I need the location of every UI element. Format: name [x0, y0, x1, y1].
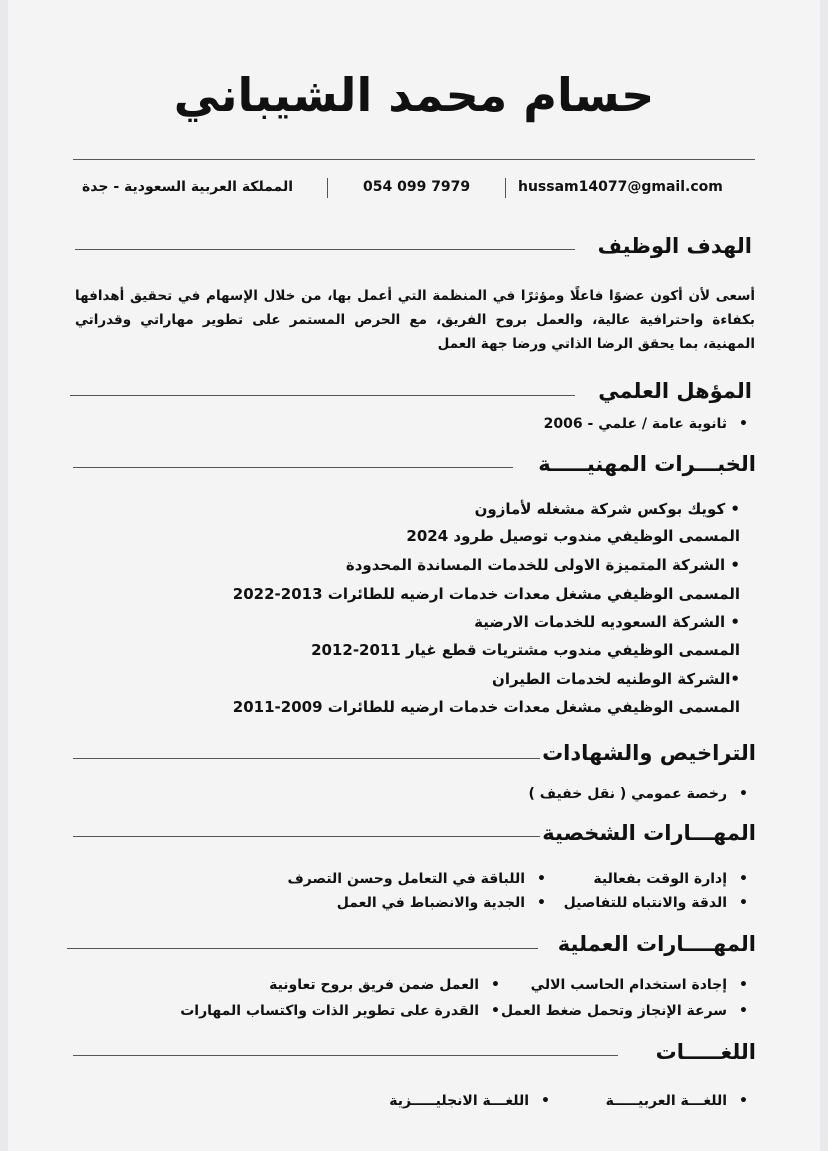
practical-skill-item: • القدرة على تطوير الذات واكتساب المهارات	[180, 1003, 500, 1019]
experience-line: • كويك بوكس شركة مشغله لأمازون	[474, 500, 740, 518]
personal-skill-item: • اللباقة في التعامل وحسن التصرف	[288, 871, 546, 887]
divider	[73, 159, 755, 160]
personal-skill-item: • الجدية والانضباط في العمل	[337, 895, 546, 911]
objective-text: أسعى لأن أكون عضوًا فاعلًا ومؤثرًا في المنظمة التي أعمل بها، من خلال الإسهام في تحقيق أهدافها بكفاءة واحترافية عالية، والعمل بروح الفريق، مع الحرص المستمر على تطوير مهاراتي وقدراتي المهنية، بما يحقق الرضا الذاتي ورضا جهة العمل	[75, 288, 755, 352]
experience-line: • الشركة السعوديه للخدمات الارضية	[474, 613, 740, 631]
experience-heading: الخبـــرات المهنيـــــة	[538, 452, 756, 476]
contact-email: hussam14077@gmail.com	[518, 179, 723, 195]
education-heading: المؤهل العلمي	[598, 379, 752, 403]
contact-separator	[505, 178, 506, 198]
divider	[73, 758, 540, 759]
language-item: • اللغـــة الانجليـــــزية	[389, 1093, 550, 1109]
education-item: • ثانوية عامة / علمي - 2006	[544, 416, 748, 432]
divider	[75, 249, 575, 250]
candidate-name: حسام محمد الشيباني	[173, 68, 655, 122]
personal-skill-item: • الدقة والانتباه للتفاصيل	[564, 895, 748, 911]
personal-skills-heading: المهـــارات الشخصية	[542, 821, 756, 845]
personal-skill-item: • إدارة الوقت بفعالية	[593, 871, 748, 887]
divider	[73, 1055, 618, 1056]
language-item: • اللغـــة العربيـــــة	[606, 1093, 748, 1109]
divider	[67, 948, 538, 949]
experience-line: المسمى الوظيفي مشغل معدات خدمات ارضيه للطائرات 2013-2022	[232, 585, 740, 603]
contact-separator	[327, 178, 328, 198]
objective-heading: الهدف الوظيف	[597, 234, 752, 258]
divider	[73, 836, 540, 837]
experience-line: • الشركة المتميزة الاولى للخدمات المساندة المحدودة	[345, 556, 740, 574]
license-item: • رخصة عمومي ( نقل خفيف )	[529, 786, 749, 802]
licenses-heading: التراخيص والشهادات	[542, 741, 756, 765]
contact-address: المملكة العربية السعودية - جدة	[82, 179, 293, 195]
contact-phone: 054 099 7979	[363, 179, 471, 195]
experience-line: المسمى الوظيفي مندوب مشتريات قطع غيار 2011-2012	[311, 641, 740, 659]
practical-skills-heading: المهــــارات العملية	[557, 932, 756, 956]
experience-line: •الشركة الوطنيه لخدمات الطيران	[492, 670, 740, 688]
languages-heading: اللغـــــات	[655, 1040, 756, 1064]
divider	[70, 395, 575, 396]
practical-skill-item: • إجادة استخدام الحاسب الالي	[531, 977, 748, 993]
practical-skill-item: • العمل ضمن فريق بروح تعاونية	[269, 977, 500, 993]
practical-skill-item: • سرعة الإنجاز وتحمل ضغط العمل	[501, 1003, 748, 1019]
experience-line: المسمى الوظيفي مشغل معدات خدمات ارضيه للطائرات 2009-2011	[232, 698, 740, 716]
divider	[73, 467, 513, 468]
experience-line: المسمى الوظيفي مندوب توصيل طرود 2024	[406, 527, 740, 545]
